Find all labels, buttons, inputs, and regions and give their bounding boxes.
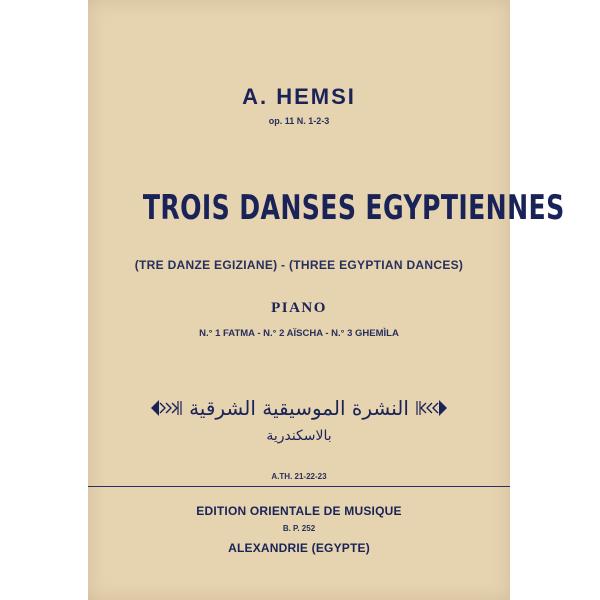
- ornament-right-icon: [415, 397, 449, 419]
- publisher-address: B. P. 252: [282, 524, 316, 533]
- instrument-label: PIANO: [271, 300, 327, 316]
- work-title: TROIS DANSES EGYPTIENNES: [142, 188, 565, 228]
- publisher-name: EDITION ORIENTALE DE MUSIQUE: [196, 504, 402, 518]
- arabic-publisher-row: [88, 393, 510, 423]
- publisher-city: ALEXANDRIE (EGYPTE): [228, 541, 370, 555]
- opus-number: op. 11 N. 1-2-3: [268, 116, 330, 126]
- divider-rule: [88, 486, 510, 487]
- catalog-number: A.TH. 21-22-23: [271, 472, 327, 481]
- ornament-left-icon: [149, 397, 183, 419]
- score-cover: [88, 0, 565, 600]
- work-subtitle: (TRE DANZE EGIZIANE) - (THREE EGYPTIAN DANCES): [134, 258, 464, 272]
- arabic-city-name: بالاسكندرية: [266, 428, 332, 444]
- composer-name: A. HEMSI: [242, 84, 356, 109]
- piece-list: N.° 1 FATMA - N.° 2 AÏSCHA - N.° 3 GHEMÌLA: [199, 328, 399, 339]
- arabic-publisher-name: النشرة الموسيقية الشرقية: [189, 396, 409, 420]
